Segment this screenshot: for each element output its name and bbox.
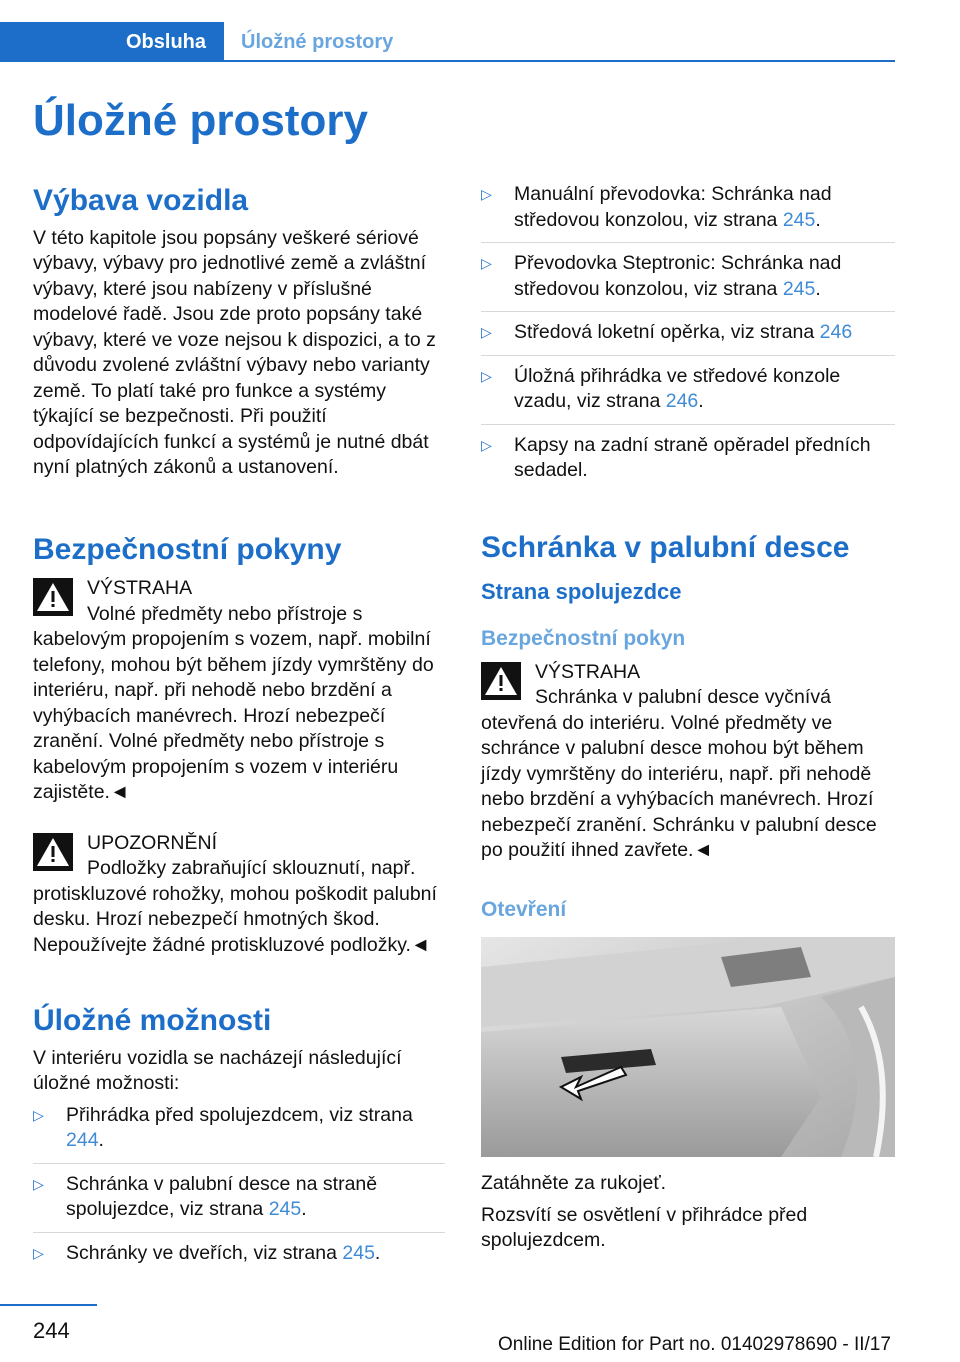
bullet-arrow-icon: ▷	[481, 436, 492, 453]
right-column	[481, 182, 895, 1254]
bullet-arrow-icon: ▷	[481, 186, 492, 202]
glovebox-illustration	[481, 937, 895, 1157]
tab-ulozne-prostory[interactable]: Úložné prostory	[241, 30, 394, 53]
bullet-arrow-icon: ▷	[481, 255, 492, 271]
storage-list-left	[33, 1103, 445, 1276]
safety-note-heading: Bezpečnostní pokyn	[481, 626, 686, 650]
page-number: 244	[33, 1318, 70, 1343]
equipment-heading: Výbava vozidla	[33, 184, 249, 217]
bullet-arrow-icon: ▷	[33, 1106, 44, 1123]
warning-block-1	[33, 576, 445, 806]
page-link[interactable]: 244	[66, 1129, 99, 1151]
warning-block-2	[33, 831, 445, 959]
page-link[interactable]: 246	[665, 390, 699, 412]
tab-obsluha[interactable]: Obsluha	[0, 22, 224, 62]
storage-options-text: V interiéru vozidla se nacházejí následující úložné možnosti:	[33, 1046, 402, 1094]
bullet-arrow-icon: ▷	[481, 367, 492, 384]
list-item: ▷ Kapsy na zadní straně opěradel předních sedadel.	[481, 433, 871, 481]
warning-triangle-icon	[33, 833, 73, 871]
list-item: ▷ Schránky ve dveřích, viz strana 245.	[33, 1241, 445, 1276]
page-link[interactable]: 245	[782, 277, 816, 300]
bullet-arrow-icon: ▷	[33, 1175, 44, 1192]
page-link[interactable]: 245	[782, 208, 816, 231]
storage-list-right	[481, 182, 895, 493]
list-item: ▷ Schránka v palubní desce na straně spolujezdce, viz strana 245.	[33, 1172, 445, 1233]
caution-label: UPOZORNĚNÍ	[87, 831, 218, 854]
opening-heading: Otevření	[481, 897, 567, 921]
bullet-arrow-icon: ▷	[33, 1244, 44, 1261]
caution-text: Podložky zabraňující sklouznutí, např. protiskluzové rohožky, mohou poškodit palubní desku. Hrozí nebezpečí hmotných škod. Nepoužívejte žádné protiskluzové podložky.◄	[33, 857, 437, 956]
warning-text: Volné předměty nebo přístroje s kabelovým propojením s vozem, např. mobilní telefony, mohou být během jízdy vymrštěny do interiéru, např. při nehodě nebo brzdění a vyhýbacích manévrech. Hrozí nebezpečí zranění. Volné předměty nebo přístroje s kabelovým propojením s vozem v interiéru zajistěte.◄	[33, 602, 434, 803]
list-item: ▷ Středová loketní opěrka, viz strana 246	[481, 320, 895, 356]
list-item: ▷ Manuální převodovka: Schránka nad středovou konzolou, viz strana 245.	[481, 182, 895, 243]
warning-label: VÝSTRAHA	[535, 660, 641, 683]
page-link[interactable]: 245	[342, 1241, 375, 1264]
warning-triangle-icon	[33, 578, 73, 616]
list-item: ▷ Převodovka Steptronic: Schránka nad středovou konzolou, viz strana 245.	[481, 251, 895, 312]
footer-rule	[0, 1304, 97, 1306]
page-title: Úložné prostory	[33, 96, 368, 145]
glovebox-photo	[481, 937, 895, 1157]
storage-options-heading: Úložné možnosti	[33, 1004, 272, 1037]
bullet-arrow-icon: ▷	[481, 324, 492, 340]
safety-heading: Bezpečnostní pokyny	[33, 532, 342, 566]
left-column	[33, 182, 445, 1283]
passenger-side-heading: Strana spolujezdce	[481, 579, 682, 604]
warning-text: Schránka v palubní desce vyčnívá otevřená do interiéru. Volné předměty ve schránce v palubní desce mohou být během jízdy vymrštěny do interiéru, např. při nehodě nebo brzdění a vyhýbacích manévrech. Hrozí nebezpečí zranění. Schránku v palubní desce po použití ihned zavřete.◄	[481, 686, 877, 862]
list-item: ▷ Úložná přihrádka ve středové konzole vzadu, viz strana 246.	[481, 364, 895, 425]
warning-label: VÝSTRAHA	[87, 577, 193, 599]
warning-triangle-icon	[481, 662, 521, 700]
edition-footer: Online Edition for Part no. 01402978690 - II/17	[498, 1334, 891, 1355]
warning-block-3	[481, 660, 895, 864]
header-rule	[0, 60, 895, 62]
caption-pull-handle: Zatáhněte za rukojeť.	[481, 1172, 667, 1195]
page-link[interactable]: 246	[819, 321, 853, 343]
caption-light: Rozsvítí se osvětlení v přihrádce před spolujezdcem.	[481, 1203, 808, 1252]
glovebox-heading: Schránka v palubní desce	[481, 530, 850, 564]
page-link[interactable]: 245	[268, 1198, 302, 1220]
list-item: ▷ Přihrádka před spolujezdcem, viz strana 244.	[33, 1103, 445, 1164]
equipment-text: V této kapitole jsou popsány veškeré sériové výbavy, výbavy pro jednotlivé země a zvláštní výbavy, které jsou nabízeny v příslušné modelové řadě. Jsou zde proto popsány také výbavy, které ve voze nejsou k dispozici, a to z důvodu zvolené zvláštní výbavy nebo varianty země. To platí také pro funkce a systémy týkající se bezpečnosti. Při použití odpovídajících funkcí a systémů je nutné dbát nyní platných zákonů a ustanovení.	[33, 226, 436, 478]
